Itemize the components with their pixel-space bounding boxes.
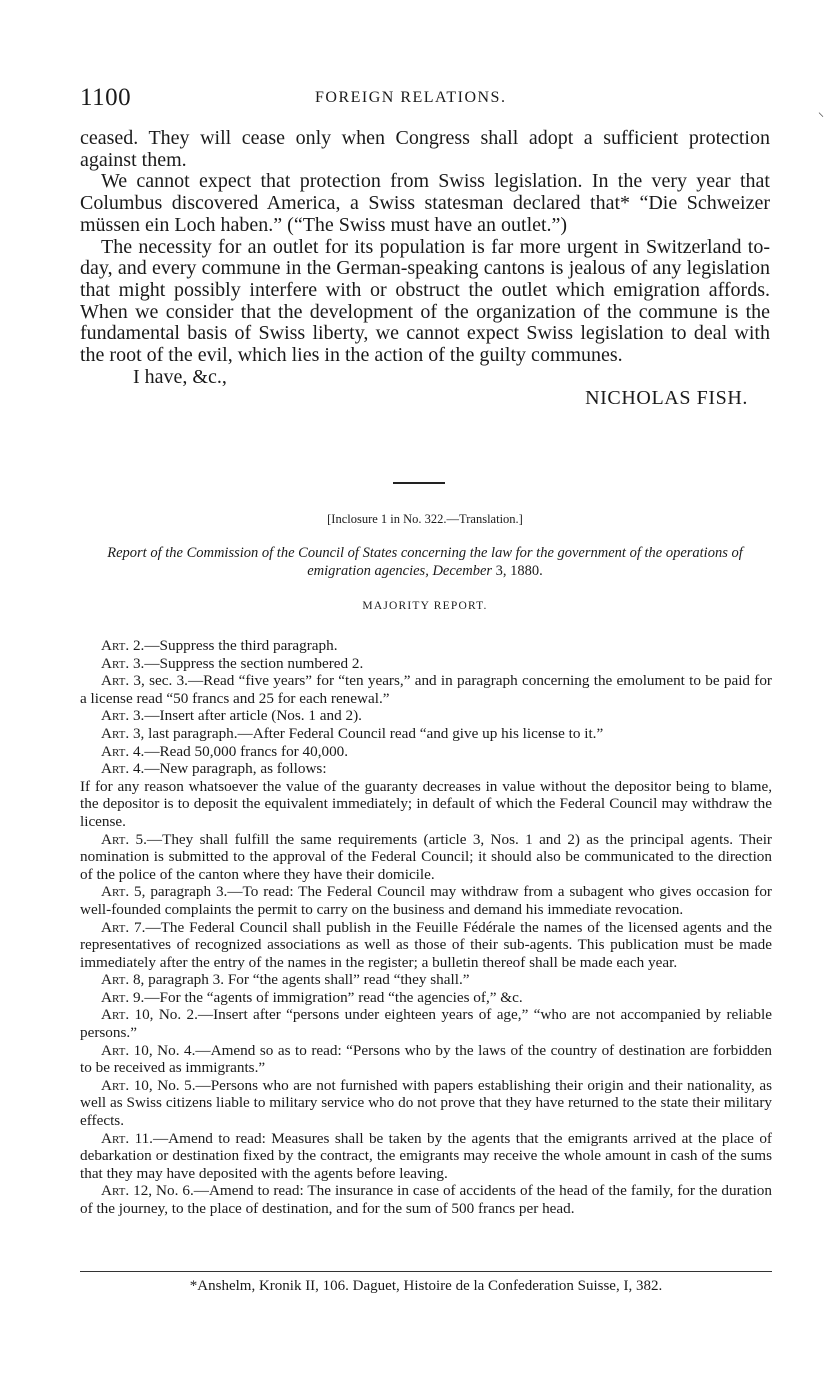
article-entry — [80, 1006, 772, 1041]
report-title — [80, 544, 770, 580]
letter-closing: I have, &c., — [133, 365, 227, 388]
report-title-year: , 1880. — [502, 563, 543, 579]
article-text: —Insert after article (Nos. 1 and 2). — [144, 707, 362, 725]
article-ref: Art. 3, — [101, 672, 145, 690]
article-ref: Art. 11. — [101, 1129, 153, 1147]
article-entry — [80, 919, 772, 972]
article-ref: Art. 9. — [101, 988, 145, 1006]
article-entry — [80, 743, 772, 761]
article-ref: Art. 10, — [101, 1076, 153, 1094]
running-title: FOREIGN RELATIONS. — [315, 89, 507, 106]
article-text: paragraph 3.—To read: The Federal Council may withdraw from a subagent who gives occasion for well-founded complaints the permit to carry on the business and demand his immediate revocation. — [80, 883, 772, 918]
article-entry — [80, 1077, 772, 1130]
article-entry — [80, 637, 772, 655]
article-text: —Read 50,000 francs for 40,000. — [144, 742, 349, 760]
article-entry — [80, 707, 772, 725]
page-header — [80, 84, 770, 114]
footnote-rule — [80, 1271, 772, 1272]
article-entry — [80, 760, 772, 778]
article-ref: Art. 12, — [101, 1182, 153, 1200]
article-entry — [80, 971, 772, 989]
article-ref: Art. 3. — [101, 707, 145, 725]
letter-paragraph: ceased. They will cease only when Congress shall adopt a sufficient protection against them. — [80, 127, 770, 171]
article-text: last paragraph.—After Federal Council read “and give up his license to it.” — [144, 724, 604, 742]
article-ref: Art. 10, — [101, 1041, 153, 1059]
article-text: —For the “agents of immigration” read “the agencies of,” &c. — [144, 988, 523, 1006]
footnote: *Anshelm, Kronik II, 106. Daguet, Histoire de la Confederation Suisse, I, 382. — [189, 1278, 663, 1294]
article-entry — [80, 989, 772, 1007]
article-text: If for any reason whatsoever the value of the guaranty decreases in value without the depositor being to blame, the depositor is to deposit the equivalent immediately; in default of which the Federal Council may withdraw the license. — [80, 777, 772, 830]
article-entry — [80, 1130, 772, 1183]
section-heading: MAJORITY REPORT. — [362, 600, 488, 612]
report-title-text: Report of the Commission of the Council of States concerning the law for the government of the operations of emigration agencies, December — [107, 545, 743, 579]
article-entry — [80, 1042, 772, 1077]
article-text: No. 2.—Insert after “persons under eighteen years of age,” “who are not accompanied by reliable persons.” — [80, 1006, 772, 1042]
article-ref: Art. 3, — [101, 724, 145, 742]
letter-closing-block — [80, 367, 770, 410]
page-number: 1100 — [80, 84, 132, 111]
article-entry — [80, 725, 772, 743]
article-ref: Art. 5. — [101, 830, 147, 848]
articles-list — [80, 637, 772, 1218]
letter-paragraph: We cannot expect that protection from Swiss legislation. In the very year that Columbus discovered America, a Swiss statesman declared that* “Die Schweizer müssen ein Loch haben.” (“The Swiss must have an outlet.”) — [80, 170, 770, 236]
article-text: No. 4.—Amend so as to read: “Persons who by the laws of the country of destination are forbidden to be received as immigrants.” — [80, 1041, 772, 1077]
article-ref: Art. 3. — [101, 654, 145, 672]
margin-mark: ⸌ — [818, 110, 825, 124]
article-entry — [80, 1182, 772, 1217]
article-entry — [80, 655, 772, 673]
article-ref: Art. 8, — [101, 971, 145, 989]
article-ref: Art. 10, — [101, 1006, 154, 1024]
article-ref: Art. 2. — [101, 637, 145, 654]
letter-signature: NICHOLAS FISH. — [585, 387, 748, 410]
article-entry — [80, 778, 772, 831]
article-entry — [80, 672, 772, 707]
article-ref: Art. 4. — [101, 742, 145, 760]
article-text: paragraph 3. For “the agents shall” read “they shall.” — [144, 971, 470, 989]
letter-paragraph: The necessity for an outlet for its population is far more urgent in Switzerland to-day, and every commune in the German-speaking cantons is jealous of any legislation that might possibly interfere with or obstruct the outlet which emigration affords. When we consider that the development of the organization of the commune is the fundamental basis of Swiss liberty, we cannot expect Swiss legislation to deal with the root of the evil, which lies in the action of the guilty communes. — [80, 235, 770, 367]
letter-body — [80, 128, 770, 410]
article-ref: Art. 7. — [101, 918, 146, 936]
article-text: No. 5.—Persons who are not furnished with papers establishing their origin and their nationality, as well as Swiss citizens liable to military service who do not prove that they have returned to the state their military effects. — [80, 1076, 772, 1130]
report-title-day: 3 — [495, 563, 503, 579]
article-text: —New paragraph, as follows: — [144, 760, 327, 778]
article-text: sec. 3.—Read “five years” for “ten years,” and in paragraph concerning the emolument to be paid for a license read “50 francs and 25 for each renewal.” — [80, 672, 772, 707]
article-text: No. 6.—Amend to read: The insurance in case of accidents of the head of the family, for the duration of the journey, to the place of destination, and for the sum of 500 francs per head. — [80, 1182, 772, 1217]
article-ref: Art. 5, — [101, 883, 146, 901]
article-text: —Amend to read: Measures shall be taken by the agents that the emigrants arrived at the place of debarkation or destination fixed by the contract, the emigrants may receive the whole amount in cash of the sums that they may have deposited with the agents before leaving. — [80, 1129, 772, 1182]
article-text: —Suppress the third paragraph. — [144, 637, 338, 654]
article-text: —They shall fulfill the same requirements (article 3, Nos. 1 and 2) as the principal agents. Their nomination is submitted to the approval of the Federal Council; it should also be communicated to the direction of the police of the canton where they have their domicile. — [80, 830, 772, 883]
enclosure-label: [Inclosure 1 in No. 322.—Translation.] — [327, 512, 523, 526]
section-divider — [393, 482, 445, 484]
article-entry — [80, 883, 772, 918]
article-entry — [80, 831, 772, 884]
article-text: —The Federal Council shall publish in the Feuille Fédérale the names of the licensed agents and the representatives of recognized associations as well as those of their sub-agents. This publication must be made immediately after the entry of the names in the register; a bulletin thereof shall be made each year. — [80, 918, 772, 971]
article-ref: Art. 4. — [101, 760, 145, 778]
article-text: —Suppress the section numbered 2. — [144, 654, 364, 672]
